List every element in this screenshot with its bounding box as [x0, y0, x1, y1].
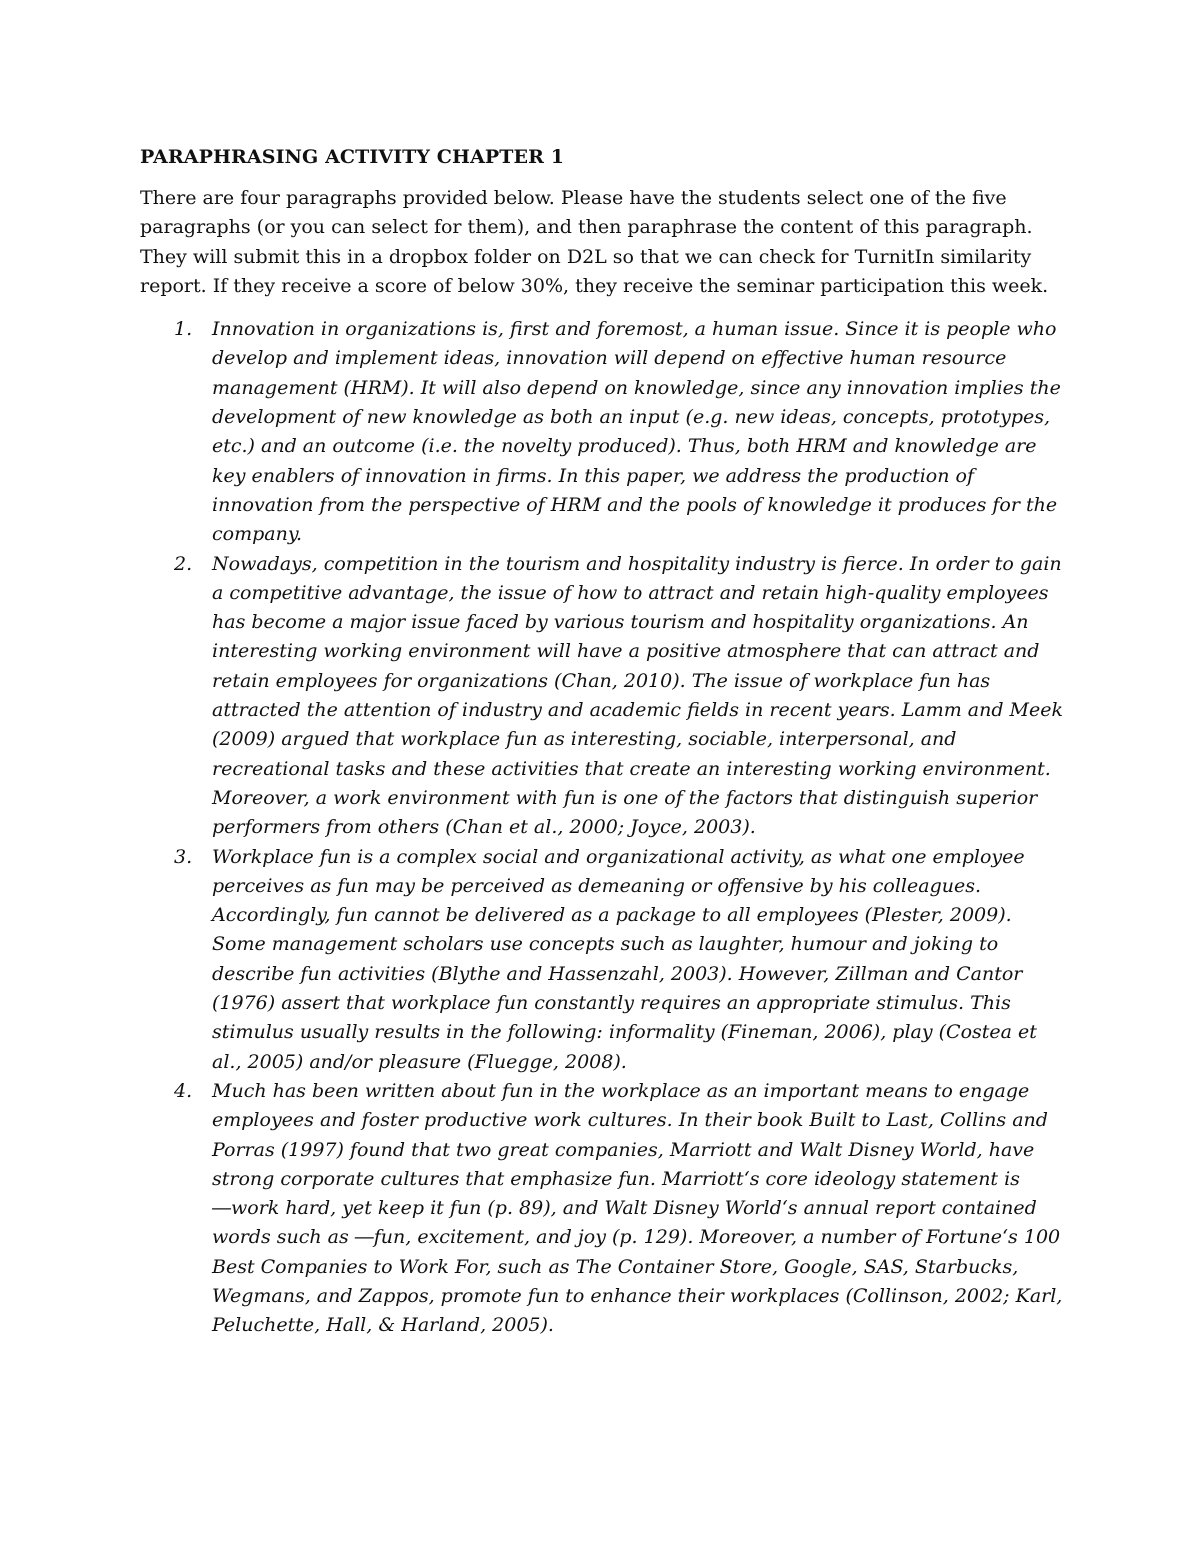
- list-item-text: Nowadays, competition in the tourism and hospitality industry is fierce. In order to gain a competitive advantage, the issue of how to attract and retain high-quality employees has become a major issue faced by various tourism and hospitality organizations. An interesting working environment will have a positive atmosphere that can attract and retain employees for organizations (Chan, 2010). The issue of workplace fun has attracted the attention of industry and academic fields in recent years. Lamm and Meek (2009) argued that workplace fun as interesting, sociable, interpersonal, and recreational tasks and these activities that create an interesting working environment. Moreover, a work environment with fun is one of the factors that distinguish superior performers from others (Chan et al., 2000; Joyce, 2003).: [212, 552, 1063, 839]
- list-item: [140, 550, 1070, 843]
- list-item: [140, 843, 1070, 1077]
- list-item-text: Workplace fun is a complex social and organizational activity, as what one employee perceives as fun may be perceived as demeaning or offensive by his colleagues. Accordingly, fun cannot be delivered as a package to all employees (Plester, 2009). Some management scholars use concepts such as laughter, humour and joking to describe fun activities (Blythe and Hassenzahl, 2003). However, Zillman and Cantor (1976) assert that workplace fun constantly requires an appropriate stimulus. This stimulus usually results in the following: informality (Fineman, 2006), play (Costea et al., 2005) and/or pleasure (Fluegge, 2008).: [212, 845, 1037, 1073]
- document-title: PARAPHRASING ACTIVITY CHAPTER 1: [140, 146, 565, 168]
- document-content: [140, 143, 1070, 1341]
- list-item: [140, 1077, 1070, 1341]
- list-item-text: Innovation in organizations is, first and foremost, a human issue. Since it is people who develop and implement ideas, innovation will depend on effective human resource management (HRM). It will also depend on knowledge, since any innovation implies the development of new knowledge as both an input (e.g. new ideas, concepts, prototypes, etc.) and an outcome (i.e. the novelty produced). Thus, both HRM and knowledge are key enablers of innovation in firms. In this paper, we address the production of innovation from the perspective of HRM and the pools of knowledge it produces for the company.: [212, 318, 1061, 546]
- list-item-text: Much has been written about fun in the workplace as an important means to engage employees and foster productive work cultures. In their book Built to Last, Collins and Porras (1997) found that two great companies, Marriott and Walt Disney World, have strong corporate cultures that emphasize fun. Marriott‘s core ideology statement is ―work hard, yet keep it fun (p. 89), and Walt Disney World‘s annual report contained words such as ―fun, excitement, and joy (p. 129). Moreover, a number of Fortune‘s 100 Best Companies to Work For, such as The Container Store, Google, SAS, Starbucks, Wegmans, and Zappos, promote fun to enhance their workplaces (Collinson, 2002; Karl, Peluchette, Hall, & Harland, 2005).: [212, 1079, 1063, 1337]
- paragraph-list: [140, 315, 1070, 1340]
- intro-paragraph: There are four paragraphs provided below. Please have the students select one of the five paragraphs (or you can select for them), and then paraphrase the content of this paragraph. They will submit this in a dropbox folder on D2L so that we can check for TurnitIn similarity report. If they receive a score of below 30%, they receive the seminar participation this week.: [140, 187, 1049, 297]
- list-item-number: 3.: [174, 845, 193, 868]
- list-item-number: 1.: [174, 318, 193, 341]
- list-item: [140, 315, 1070, 549]
- list-item-number: 2.: [174, 552, 193, 575]
- list-item-number: 4.: [174, 1079, 193, 1102]
